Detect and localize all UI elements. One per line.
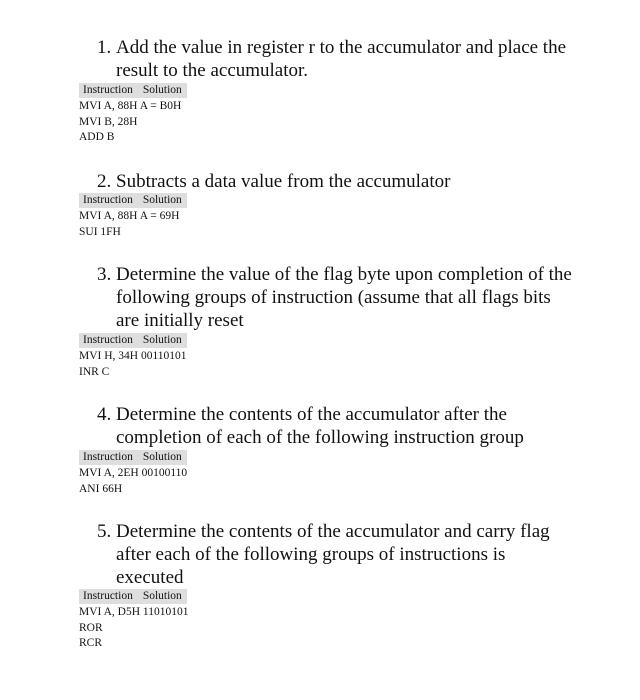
question-1-text-block [97,36,577,82]
code-line: MVI B, 28H [79,115,138,128]
solution-header: Solution [142,84,182,96]
code-line: MVI A, 88H A = 69H [79,210,180,222]
question-2-code [79,209,179,240]
code-line: MVI A, 88H A = B0H [79,100,182,112]
code-line: INR C [79,365,110,378]
instruction-header: Instruction [83,194,133,206]
code-line: ROR [79,621,103,634]
question-5-number: 5. [97,521,112,542]
question-5-text-block [97,520,577,589]
solution-header: Solution [142,194,182,206]
question-1-number: 1. [97,37,112,58]
question-5-code [79,605,188,652]
instruction-header: Instruction [83,84,133,96]
code-line: MVI A, D5H 11010101 [79,606,189,618]
question-4-prompt: Determine the contents of the accumulator after the completion of each of the following instruction group [116,404,524,448]
question-4-table-header [79,450,187,465]
question-3-code [79,349,187,380]
instruction-header: Instruction [83,451,133,463]
question-3-table-header [79,333,187,348]
question-3-number: 3. [97,264,112,285]
question-4-number: 4. [97,404,112,425]
solution-header: Solution [142,451,182,463]
question-2-number: 2. [97,171,112,192]
question-5-table-header [79,589,187,604]
question-1-table-header [79,83,187,98]
solution-header: Solution [142,334,182,346]
question-1-code [79,99,181,146]
code-line: SUI 1FH [79,225,121,238]
question-1-prompt: Add the value in register r to the accumulator and place the result to the accumulator. [116,37,567,81]
code-line: ADD B [79,131,115,143]
code-line: RCR [79,637,103,649]
question-3-text-block [97,263,577,332]
question-2-prompt: Subtracts a data value from the accumulator [116,171,451,192]
question-2-text-block [97,170,577,193]
instruction-header: Instruction [83,590,133,602]
instruction-header: Instruction [83,334,133,346]
question-4-text-block [97,403,577,449]
question-4-code [79,466,187,497]
question-2-table-header [79,193,187,208]
code-line: ANI 66H [79,482,123,495]
question-5-prompt: Determine the contents of the accumulator and carry flag after each of the following groups of instructions is executed [116,521,550,588]
code-line: MVI H, 34H 00110101 [79,350,187,362]
question-3-prompt: Determine the value of the flag byte upon completion of the following groups of instruction (assume that all flags bits are initially reset [116,264,572,331]
code-line: MVI A, 2EH 00100110 [79,467,188,479]
solution-header: Solution [142,590,182,602]
